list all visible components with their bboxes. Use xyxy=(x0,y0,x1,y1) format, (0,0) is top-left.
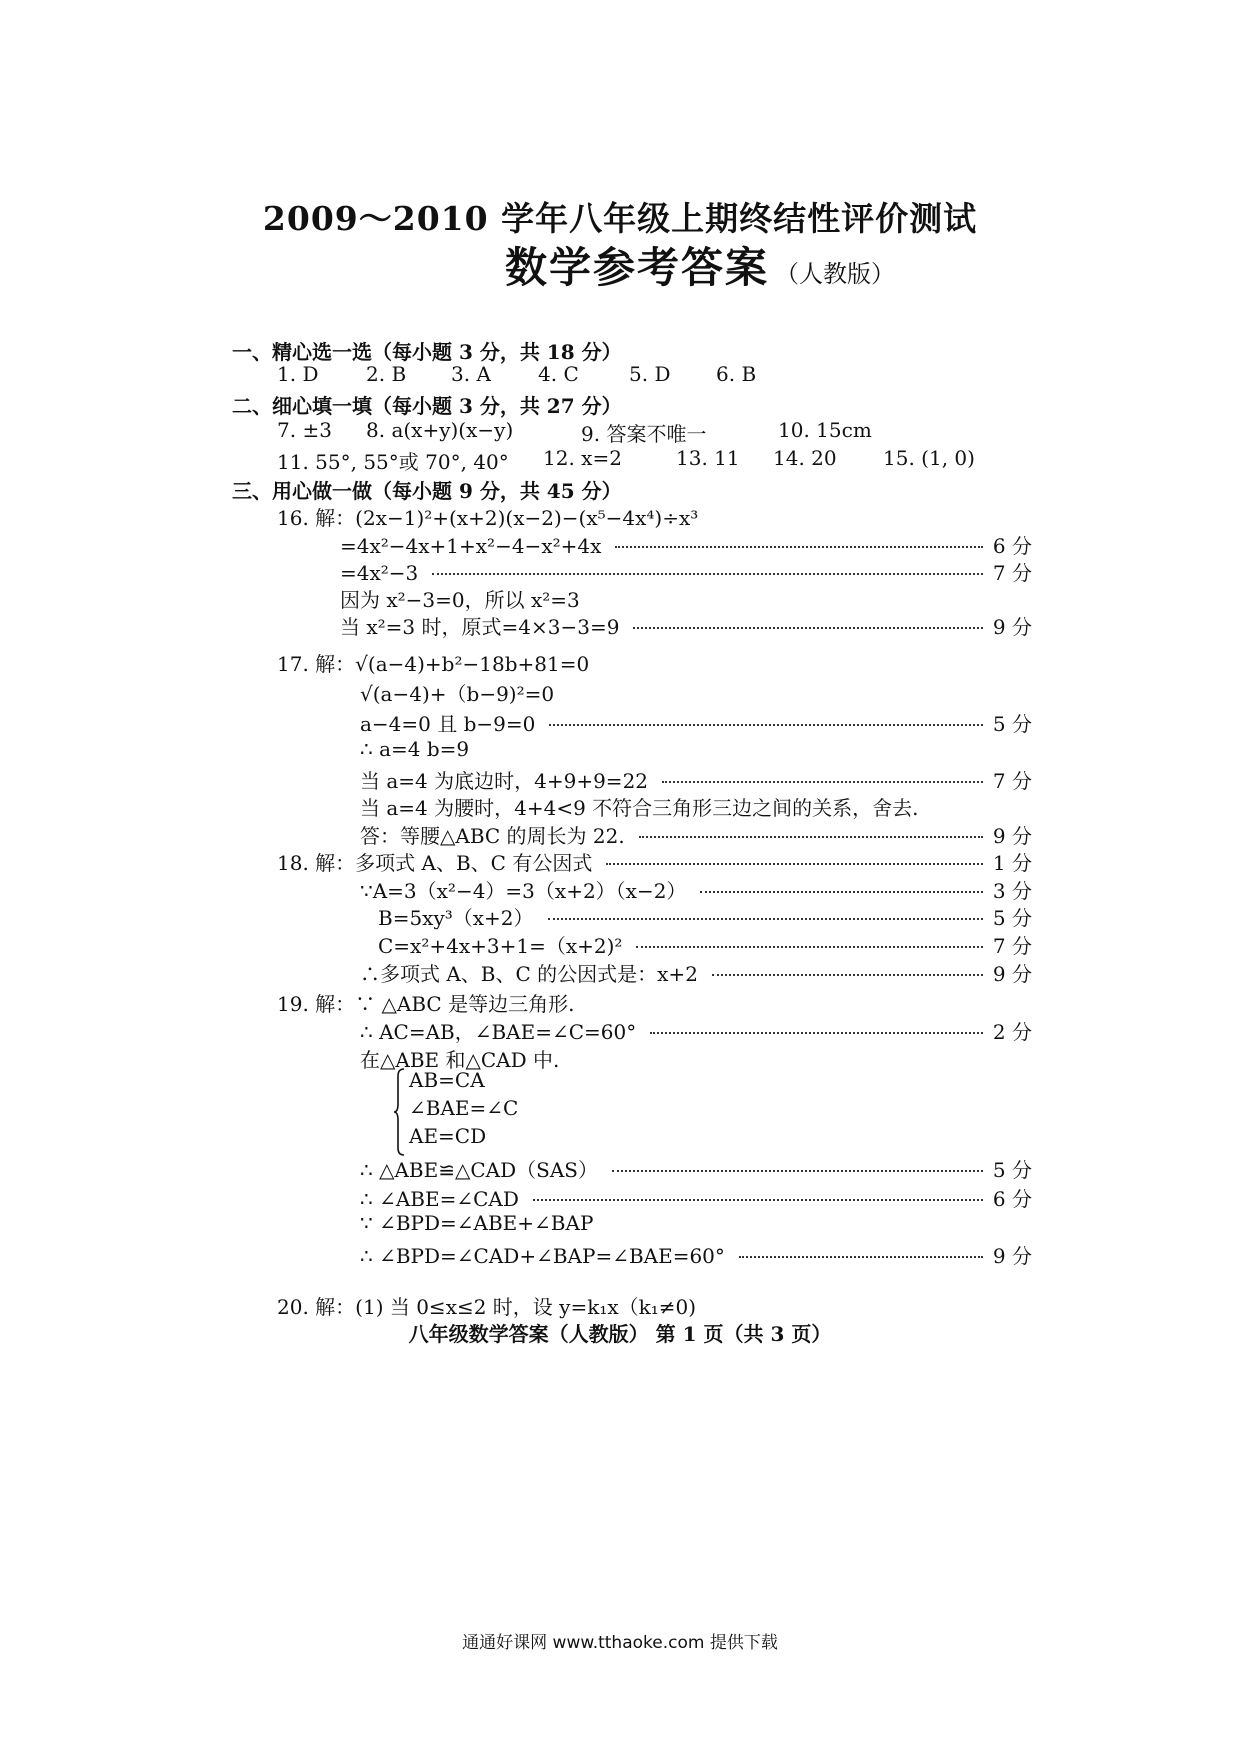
q19-line-4 xyxy=(360,1154,1032,1183)
leader-dots xyxy=(739,1256,983,1258)
answer-15: 15. (1, 0) xyxy=(883,446,975,470)
q16-line-1: 16. 解：(2x−1)²+(x+2)(x−2)−(x⁵−4x⁴)÷x³ xyxy=(277,506,699,530)
answer-6: 6. B xyxy=(716,362,757,386)
q18-step: 18. 解：多项式 A、B、C 有公因式 xyxy=(277,851,593,875)
q19-line-7 xyxy=(360,1240,1032,1269)
q18-score: 1 分 xyxy=(992,851,1032,875)
leader-dots xyxy=(612,1170,983,1172)
q16-score: 6 分 xyxy=(992,534,1032,558)
q17-line-2: √(a−4)+（b−9)²=0 xyxy=(360,682,555,706)
leader-dots xyxy=(662,781,983,783)
q19-score: 5 分 xyxy=(992,1158,1032,1182)
download-credit: 通通好课网 www.tthaoke.com 提供下载 xyxy=(462,1633,778,1653)
q18-line-1 xyxy=(277,847,1032,876)
q17-line-6: 当 a=4 为腰时，4+4<9 不符合三角形三边之间的关系，舍去. xyxy=(360,796,919,820)
leader-dots xyxy=(548,918,983,920)
document-title: 2009～2010 学年八年级上期终结性评价测试 xyxy=(262,199,978,238)
q19-score: 9 分 xyxy=(992,1244,1032,1268)
leader-dots xyxy=(636,946,982,948)
answer-9: 9. 答案不唯一 xyxy=(581,422,707,446)
q17-score: 9 分 xyxy=(992,824,1032,848)
q18-score: 3 分 xyxy=(992,879,1032,903)
q19-score: 6 分 xyxy=(992,1187,1032,1211)
q19-step: ∴ AC=AB，∠BAE=∠C=60° xyxy=(360,1020,637,1044)
page-footer: 八年级数学答案（人教版） 第 1 页（共 3 页） xyxy=(408,1322,832,1346)
leader-dots xyxy=(639,836,983,838)
q17-step: 答：等腰△ABC 的周长为 22. xyxy=(360,824,625,848)
q17-line-3 xyxy=(360,708,1032,737)
answer-7: 7. ±3 xyxy=(277,418,332,442)
q18-score: 7 分 xyxy=(992,934,1032,958)
section-1-heading: 一、精心选一选（每小题 3 分，共 18 分） xyxy=(232,340,622,364)
q18-score: 9 分 xyxy=(992,962,1032,986)
q17-step: a−4=0 且 b−9=0 xyxy=(360,712,536,736)
q18-step: ∵A=3（x²−4）=3（x+2）（x−2） xyxy=(360,879,687,903)
q16-score: 7 分 xyxy=(992,561,1032,585)
q20-line-1: 20. 解：(1) 当 0≤x≤2 时，设 y=k₁x（k₁≠0) xyxy=(277,1295,697,1319)
q18-step: ∴多项式 A、B、C 的公因式是：x+2 xyxy=(360,962,698,986)
q18-line-4 xyxy=(378,930,1032,959)
leader-dots xyxy=(533,1199,983,1201)
q16-score: 9 分 xyxy=(992,615,1032,639)
leader-dots xyxy=(712,974,983,976)
q16-step: =4x²−4x+1+x²−4−x²+4x xyxy=(340,534,602,558)
q16-step: =4x²−3 xyxy=(340,561,419,585)
q16-line-3 xyxy=(340,557,1032,586)
answer-14: 14. 20 xyxy=(773,446,837,470)
q19-line-1: 19. 解：∵ △ABC 是等边三角形. xyxy=(277,992,575,1016)
q16-line-4: 因为 x²−3=0，所以 x²=3 xyxy=(340,588,580,612)
q16-line-2 xyxy=(340,530,1032,559)
answer-8: 8. a(x+y)(x−y) xyxy=(366,418,514,442)
q18-line-5 xyxy=(360,958,1032,987)
answer-12: 12. x=2 xyxy=(543,446,622,470)
left-brace-icon xyxy=(393,1068,405,1156)
answer-5: 5. D xyxy=(629,362,671,386)
answer-11: 11. 55°, 55°或 70°, 40° xyxy=(277,450,509,474)
answer-3: 3. A xyxy=(451,362,491,386)
q19-step: ∴ ∠BPD=∠CAD+∠BAP=∠BAE=60° xyxy=(360,1244,725,1268)
q18-step: C=x²+4x+3+1=（x+2)² xyxy=(378,934,623,958)
q19-line-6: ∵ ∠BPD=∠ABE+∠BAP xyxy=(360,1211,594,1235)
q19-step: ∴ △ABE≌△CAD（SAS） xyxy=(360,1158,598,1182)
leader-dots xyxy=(633,627,982,629)
leader-dots xyxy=(650,1032,983,1034)
q16-step: 当 x²=3 时，原式=4×3−3=9 xyxy=(340,615,620,639)
q18-line-3 xyxy=(378,902,1032,931)
document-subtitle xyxy=(505,235,895,295)
answer-13: 13. 11 xyxy=(676,446,740,470)
leader-dots xyxy=(432,573,983,575)
q17-line-5 xyxy=(360,765,1032,794)
answer-2: 2. B xyxy=(366,362,407,386)
q17-line-7 xyxy=(360,820,1032,849)
q19-line-3: 在△ABE 和△CAD 中. xyxy=(360,1048,560,1072)
q19-score: 2 分 xyxy=(992,1020,1032,1044)
q19-step: ∴ ∠ABE=∠CAD xyxy=(360,1187,519,1211)
q17-line-4: ∴ a=4 b=9 xyxy=(360,737,470,761)
q19-condition-2: ∠BAE=∠C xyxy=(409,1096,519,1120)
q17-score: 5 分 xyxy=(992,712,1032,736)
q18-step: B=5xy³（x+2） xyxy=(378,906,534,930)
q17-line-1: 17. 解：√(a−4)+b²−18b+81=0 xyxy=(277,652,590,676)
leader-dots xyxy=(700,891,982,893)
subtitle-main: 数学参考答案 xyxy=(505,243,770,292)
section-3-heading: 三、用心做一做（每小题 9 分，共 45 分） xyxy=(232,479,622,503)
q17-step: 当 a=4 为底边时，4+9+9=22 xyxy=(360,769,649,793)
leader-dots xyxy=(549,724,983,726)
leader-dots xyxy=(615,546,983,548)
answer-4: 4. C xyxy=(538,362,579,386)
q18-line-2 xyxy=(360,875,1032,904)
q19-line-2 xyxy=(360,1016,1032,1045)
answer-1: 1. D xyxy=(277,362,319,386)
q16-line-5 xyxy=(340,611,1032,640)
q19-line-5 xyxy=(360,1183,1032,1212)
leader-dots xyxy=(606,863,983,865)
q18-score: 5 分 xyxy=(992,906,1032,930)
q19-condition-1: AB=CA xyxy=(409,1068,485,1092)
section-2-heading: 二、细心填一填（每小题 3 分，共 27 分） xyxy=(232,394,622,418)
answer-10: 10. 15cm xyxy=(778,418,872,442)
q19-condition-3: AE=CD xyxy=(409,1124,487,1148)
subtitle-edition: （人教版） xyxy=(775,260,896,288)
q17-score: 7 分 xyxy=(992,769,1032,793)
